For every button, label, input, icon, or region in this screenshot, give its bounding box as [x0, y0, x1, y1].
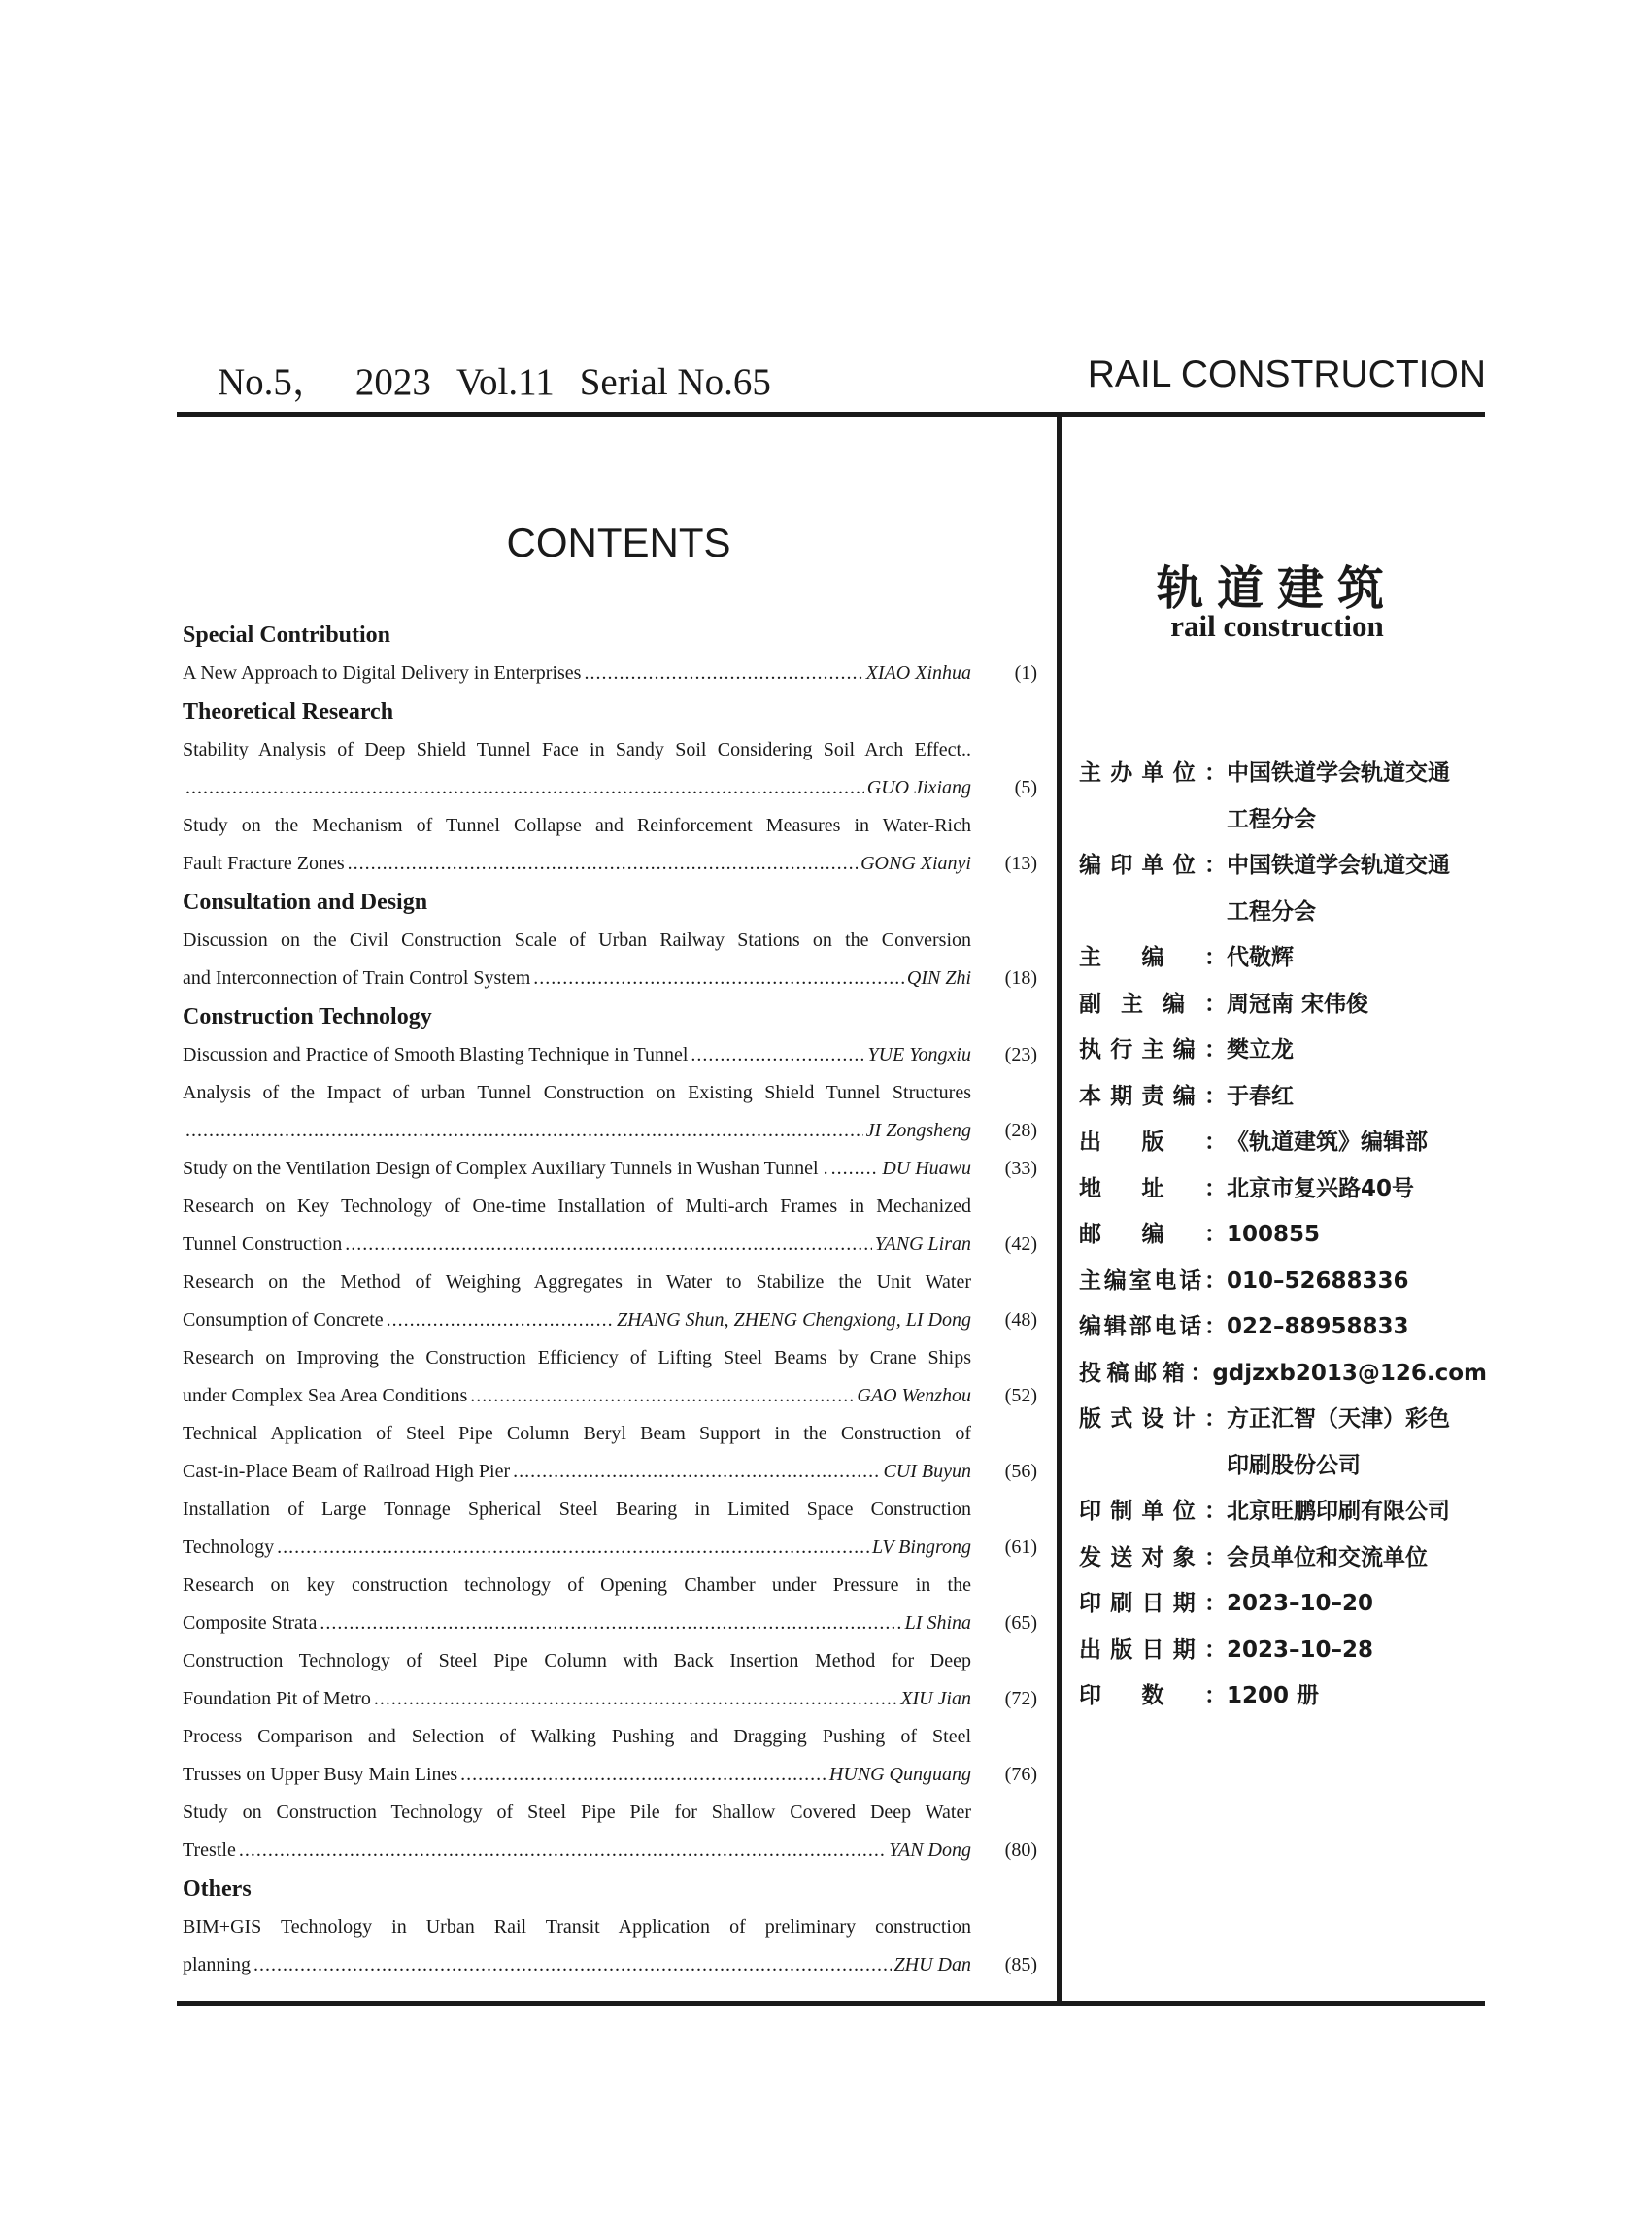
toc-entry — [183, 1491, 1037, 1567]
dot-leader — [584, 655, 862, 692]
info-row — [1079, 1673, 1487, 1720]
section-heading: Consultation and Design — [183, 890, 428, 915]
toc-entry-title: Study on Construction Technology of Steel Pipe Pile for Shallow Covered Deep Water — [183, 1802, 971, 1823]
toc-entry-author: LV Bingrong — [871, 1536, 971, 1558]
info-label: 投稿邮箱： — [1079, 1360, 1213, 1386]
toc-leader-line — [183, 1112, 971, 1150]
volume: Vol.11 — [455, 361, 555, 403]
info-row — [1079, 1212, 1487, 1259]
info-row — [1079, 1535, 1487, 1582]
toc-entry-page: (48) — [1004, 1309, 1037, 1331]
masthead-chinese-title: 轨道建筑 — [1156, 561, 1398, 616]
info-label: 本期责编： — [1079, 1083, 1227, 1109]
info-row — [1079, 1581, 1487, 1628]
toc-entry-title: Trusses on Upper Busy Main Lines — [183, 1764, 458, 1785]
top-rule — [177, 412, 1485, 417]
toc-entry-title: Technical Application of Steel Pipe Column Beryl Beam Support in the Construction of — [183, 1423, 971, 1444]
info-value: gdjzxb2013@126.com — [1212, 1360, 1487, 1386]
toc-entry-line — [183, 1946, 1037, 1984]
info-row — [1079, 1304, 1487, 1351]
toc-entry-line — [183, 1642, 1037, 1680]
toc-entry-line — [183, 1491, 1037, 1529]
info-label: 主编室电话： — [1079, 1267, 1227, 1294]
toc-entry — [183, 1908, 1037, 1984]
toc-entry — [183, 1264, 1037, 1339]
toc-leader-line — [183, 960, 971, 997]
table-of-contents — [183, 616, 1037, 1984]
dot-leader — [374, 1680, 897, 1718]
section-heading: Construction Technology — [183, 1004, 432, 1029]
toc-leader-line — [183, 1301, 971, 1339]
toc-entry-author: GAO Wenzhou — [857, 1385, 971, 1406]
info-label: 编印单位： — [1079, 853, 1227, 878]
column-divider — [1057, 417, 1062, 2004]
info-label: 版式设计： — [1079, 1406, 1227, 1432]
info-row — [1079, 751, 1487, 797]
toc-entry — [183, 1036, 1037, 1074]
toc-entry-title: Composite Strata — [183, 1612, 318, 1634]
toc-entry-line — [183, 1301, 1037, 1339]
info-value: 中国铁道学会轨道交通 — [1227, 760, 1450, 786]
info-label: 发送对象： — [1079, 1544, 1227, 1570]
toc-entry-page: (42) — [1004, 1233, 1037, 1255]
dot-leader — [239, 1832, 886, 1870]
toc-entry-line — [183, 769, 1037, 807]
toc-entry-page: (72) — [1004, 1688, 1037, 1709]
toc-entry — [183, 1188, 1037, 1264]
toc-entry-page: (23) — [1004, 1044, 1037, 1065]
toc-entry-line — [183, 1226, 1037, 1264]
info-value-continued: 工程分会 — [1227, 898, 1316, 925]
dot-leader — [320, 1604, 901, 1642]
toc-entry-title: Study on the Mechanism of Tunnel Collapse and Reinforcement Measures in Water-Rich — [183, 815, 971, 836]
info-row — [1079, 1351, 1487, 1398]
toc-entry-line — [183, 1377, 1037, 1415]
toc-entry — [183, 1074, 1037, 1150]
masthead-english-title: rail construction — [1170, 609, 1384, 643]
toc-entry-page: (28) — [1004, 1120, 1037, 1141]
info-value: 樊立龙 — [1227, 1037, 1294, 1062]
toc-leader-line — [183, 769, 971, 807]
toc-entry-line — [183, 1908, 1037, 1946]
info-row — [1079, 1489, 1487, 1535]
info-value: 《轨道建筑》编辑部 — [1227, 1130, 1428, 1155]
dot-leader — [470, 1377, 854, 1415]
toc-entry-title: Fault Fracture Zones — [183, 853, 345, 874]
toc-entry — [183, 1339, 1037, 1415]
toc-entry-page: (5) — [1014, 777, 1037, 798]
toc-entry-line — [183, 1756, 1037, 1794]
issue-header — [218, 352, 796, 406]
info-row — [1079, 935, 1487, 982]
toc-leader-line — [183, 1832, 971, 1870]
toc-entry-page: (13) — [1004, 853, 1037, 874]
info-value: 2023–10–20 — [1227, 1591, 1374, 1616]
toc-entry-page: (65) — [1004, 1612, 1037, 1634]
toc-entry-title: planning — [183, 1954, 251, 1975]
info-label: 主办单位： — [1079, 760, 1227, 786]
toc-entry-page: (33) — [1004, 1158, 1037, 1179]
toc-entry-author: GUO Jixiang — [866, 777, 971, 798]
toc-entry — [183, 1415, 1037, 1491]
toc-entry-line — [183, 655, 1037, 692]
toc-entry-author: YAN Dong — [889, 1839, 971, 1861]
info-row — [1079, 1397, 1487, 1443]
toc-entry-title: Construction Technology of Steel Pipe Column with Back Insertion Method for Deep — [183, 1650, 971, 1671]
toc-entry-author: CUI Buyun — [883, 1461, 971, 1482]
info-row — [1079, 1259, 1487, 1305]
info-value: 010–52688336 — [1227, 1267, 1409, 1294]
toc-entry-line — [183, 960, 1037, 997]
info-value: 方正汇智（天津）彩色 — [1227, 1406, 1450, 1432]
toc-entry — [183, 807, 1037, 883]
toc-leader-line — [183, 1529, 971, 1567]
dot-leader — [345, 1226, 872, 1264]
toc-entry — [183, 1794, 1037, 1870]
toc-entry-line — [183, 1529, 1037, 1567]
toc-entry-line — [183, 1264, 1037, 1301]
toc-entry-line — [183, 1832, 1037, 1870]
toc-entry-line — [183, 1339, 1037, 1377]
dot-leader — [348, 845, 858, 883]
info-label: 印制单位： — [1079, 1499, 1227, 1524]
info-label: 副主编： — [1079, 991, 1227, 1017]
toc-entry-line — [183, 1794, 1037, 1832]
toc-entry-page: (56) — [1004, 1461, 1037, 1482]
info-label: 印数： — [1079, 1683, 1227, 1708]
toc-entry-page: (76) — [1004, 1764, 1037, 1785]
toc-entry-title: Technology — [183, 1536, 275, 1558]
info-label: 出版日期： — [1079, 1636, 1227, 1663]
toc-entry-title: Trestle — [183, 1839, 236, 1861]
toc-entry-page: (85) — [1004, 1954, 1037, 1975]
toc-entry-author: HUNG Qunguang — [828, 1764, 971, 1785]
toc-entry-page: (1) — [1014, 662, 1037, 684]
toc-entry-author: LI Shina — [904, 1612, 971, 1634]
toc-entry-author: JI Zongsheng — [865, 1120, 971, 1141]
section-heading: Others — [183, 1876, 252, 1902]
toc-entry-line — [183, 1453, 1037, 1491]
toc-entry-author: ZHANG Shun, ZHENG Chengxiong, LI Dong — [616, 1309, 971, 1331]
info-label: 编辑部电话： — [1079, 1314, 1227, 1339]
toc-entry-title: A New Approach to Digital Delivery in Enterprises — [183, 662, 582, 684]
toc-entry-line — [183, 1567, 1037, 1604]
dot-leader — [277, 1529, 869, 1567]
toc-entry-author: QIN Zhi — [906, 967, 971, 989]
info-value: 代敬辉 — [1227, 945, 1294, 970]
toc-entry-title: Tunnel Construction — [183, 1233, 343, 1255]
toc-entry-line — [183, 807, 1037, 845]
info-value: 周冠南 宋伟俊 — [1227, 991, 1369, 1017]
dot-leader — [185, 1112, 863, 1150]
toc-entry-title: Discussion and Practice of Smooth Blasting Technique in Tunnel — [183, 1044, 689, 1065]
toc-entry-page: (61) — [1004, 1536, 1037, 1558]
info-row — [1079, 1074, 1487, 1121]
toc-entry-title: Installation of Large Tonnage Spherical Steel Bearing in Limited Space Construction — [183, 1499, 971, 1520]
toc-entry-line — [183, 1680, 1037, 1718]
info-value: 会员单位和交流单位 — [1227, 1544, 1428, 1570]
toc-entry-title: Analysis of the Impact of urban Tunnel Construction on Existing Shield Tunnel Structures — [183, 1082, 971, 1103]
info-value-continued: 工程分会 — [1227, 806, 1316, 832]
toc-entry-author: XIU Jian — [900, 1688, 971, 1709]
toc-entry-line — [183, 1150, 1037, 1188]
info-label: 印刷日期： — [1079, 1591, 1227, 1616]
toc-leader-line — [183, 1604, 971, 1642]
serial-number: Serial No.65 — [579, 361, 771, 403]
toc-entry — [183, 1567, 1037, 1642]
bottom-rule — [177, 2001, 1485, 2006]
journal-name: RAIL CONSTRUCTION — [1087, 354, 1486, 395]
info-value: 022–88958833 — [1227, 1314, 1409, 1339]
toc-leader-line — [183, 655, 971, 692]
toc-entry-title: Foundation Pit of Metro — [183, 1688, 371, 1709]
info-row — [1079, 1120, 1487, 1166]
dot-leader — [831, 1150, 880, 1188]
section-heading: Special Contribution — [183, 623, 391, 648]
toc-entry-title: Cast-in-Place Beam of Railroad High Pier — [183, 1461, 511, 1482]
info-row — [1079, 843, 1487, 890]
toc-entry — [183, 922, 1037, 997]
toc-leader-line — [183, 1150, 971, 1188]
toc-entry-line — [183, 1604, 1037, 1642]
toc-entry-page: (80) — [1004, 1839, 1037, 1861]
info-value: 2023–10–28 — [1227, 1636, 1374, 1663]
toc-entry-author: YUE Yongxiu — [867, 1044, 971, 1065]
contents-title: CONTENTS — [506, 520, 731, 565]
toc-entry-line — [183, 1112, 1037, 1150]
toc-entry-title: Stability Analysis of Deep Shield Tunnel Face in Sandy Soil Considering Soil Arch Effect.. — [183, 739, 971, 760]
toc-entry-line — [183, 1718, 1037, 1756]
toc-entry-author: ZHU Dan — [893, 1954, 971, 1975]
info-label: 出版： — [1079, 1130, 1227, 1155]
toc-entry — [183, 655, 1037, 692]
toc-entry-title: Process Comparison and Selection of Walking Pushing and Dragging Pushing of Steel — [183, 1726, 971, 1747]
toc-leader-line — [183, 1453, 971, 1491]
toc-entry-line — [183, 731, 1037, 769]
info-row — [1079, 1166, 1487, 1213]
info-label: 地址： — [1079, 1175, 1227, 1201]
info-label: 执行主编： — [1079, 1037, 1227, 1062]
toc-entry-title: Research on Key Technology of One-time Installation of Multi-arch Frames in Mechanized — [183, 1196, 971, 1217]
toc-entry — [183, 1150, 1037, 1188]
toc-leader-line — [183, 1036, 971, 1074]
toc-entry — [183, 1642, 1037, 1718]
toc-entry — [183, 731, 1037, 807]
info-row — [1079, 1028, 1487, 1074]
info-value: 100855 — [1227, 1222, 1321, 1247]
toc-leader-line — [183, 1946, 971, 1984]
dot-leader — [253, 1946, 892, 1984]
toc-entry-line — [183, 845, 1037, 883]
dot-leader — [185, 769, 864, 807]
toc-entry-title: Research on the Method of Weighing Aggregates in Water to Stabilize the Unit Water — [183, 1271, 971, 1293]
info-value: 中国铁道学会轨道交通 — [1227, 853, 1450, 878]
toc-entry-title: Discussion on the Civil Construction Scale of Urban Railway Stations on the Conversion — [183, 929, 971, 951]
issue-number: No.5， — [218, 361, 330, 403]
toc-leader-line — [183, 1226, 971, 1264]
info-value: 于春红 — [1227, 1083, 1294, 1109]
toc-leader-line — [183, 845, 971, 883]
toc-entry-line — [183, 922, 1037, 960]
toc-leader-line — [183, 1756, 971, 1794]
dot-leader — [533, 960, 904, 997]
info-label: 邮编： — [1079, 1222, 1227, 1247]
info-value: 1200 册 — [1227, 1683, 1320, 1708]
publication-info — [1079, 751, 1487, 1720]
info-label: 主编： — [1079, 945, 1227, 970]
dot-leader — [460, 1756, 826, 1794]
toc-entry-line — [183, 1074, 1037, 1112]
toc-entry-line — [183, 1036, 1037, 1074]
dot-leader — [513, 1453, 880, 1491]
dot-leader — [387, 1301, 614, 1339]
section-heading: Theoretical Research — [183, 699, 394, 725]
toc-entry-page: (52) — [1004, 1385, 1037, 1406]
info-value-continued: 印刷股份公司 — [1227, 1452, 1361, 1478]
info-row — [1079, 982, 1487, 1029]
toc-entry-author: DU Huawu — [882, 1158, 971, 1179]
toc-entry-author: XIAO Xinhua — [865, 662, 971, 684]
info-value: 北京旺鹏印刷有限公司 — [1227, 1499, 1450, 1524]
toc-entry-title: and Interconnection of Train Control System — [183, 967, 531, 989]
toc-entry-author: GONG Xianyi — [860, 853, 971, 874]
info-row — [1079, 1628, 1487, 1674]
toc-entry-page: (18) — [1004, 967, 1037, 989]
toc-entry-author: YANG Liran — [874, 1233, 971, 1255]
dot-leader — [691, 1036, 864, 1074]
toc-entry-title: Study on the Ventilation Design of Complex Auxiliary Tunnels in Wushan Tunnel . — [183, 1158, 828, 1179]
toc-entry — [183, 1718, 1037, 1794]
toc-entry-title: under Complex Sea Area Conditions — [183, 1385, 468, 1406]
toc-entry-line — [183, 1188, 1037, 1226]
issue-year: 2023 — [354, 361, 431, 403]
toc-leader-line — [183, 1377, 971, 1415]
toc-entry-title: BIM+GIS Technology in Urban Rail Transit Application of preliminary construction — [183, 1916, 971, 1938]
toc-leader-line — [183, 1680, 971, 1718]
info-value: 北京市复兴路40号 — [1227, 1175, 1415, 1201]
toc-entry-title: Research on Improving the Construction Efficiency of Lifting Steel Beams by Crane Ships — [183, 1347, 971, 1368]
toc-entry-title: Consumption of Concrete — [183, 1309, 384, 1331]
toc-entry-title: Research on key construction technology of Opening Chamber under Pressure in the — [183, 1574, 971, 1596]
toc-entry-line — [183, 1415, 1037, 1453]
